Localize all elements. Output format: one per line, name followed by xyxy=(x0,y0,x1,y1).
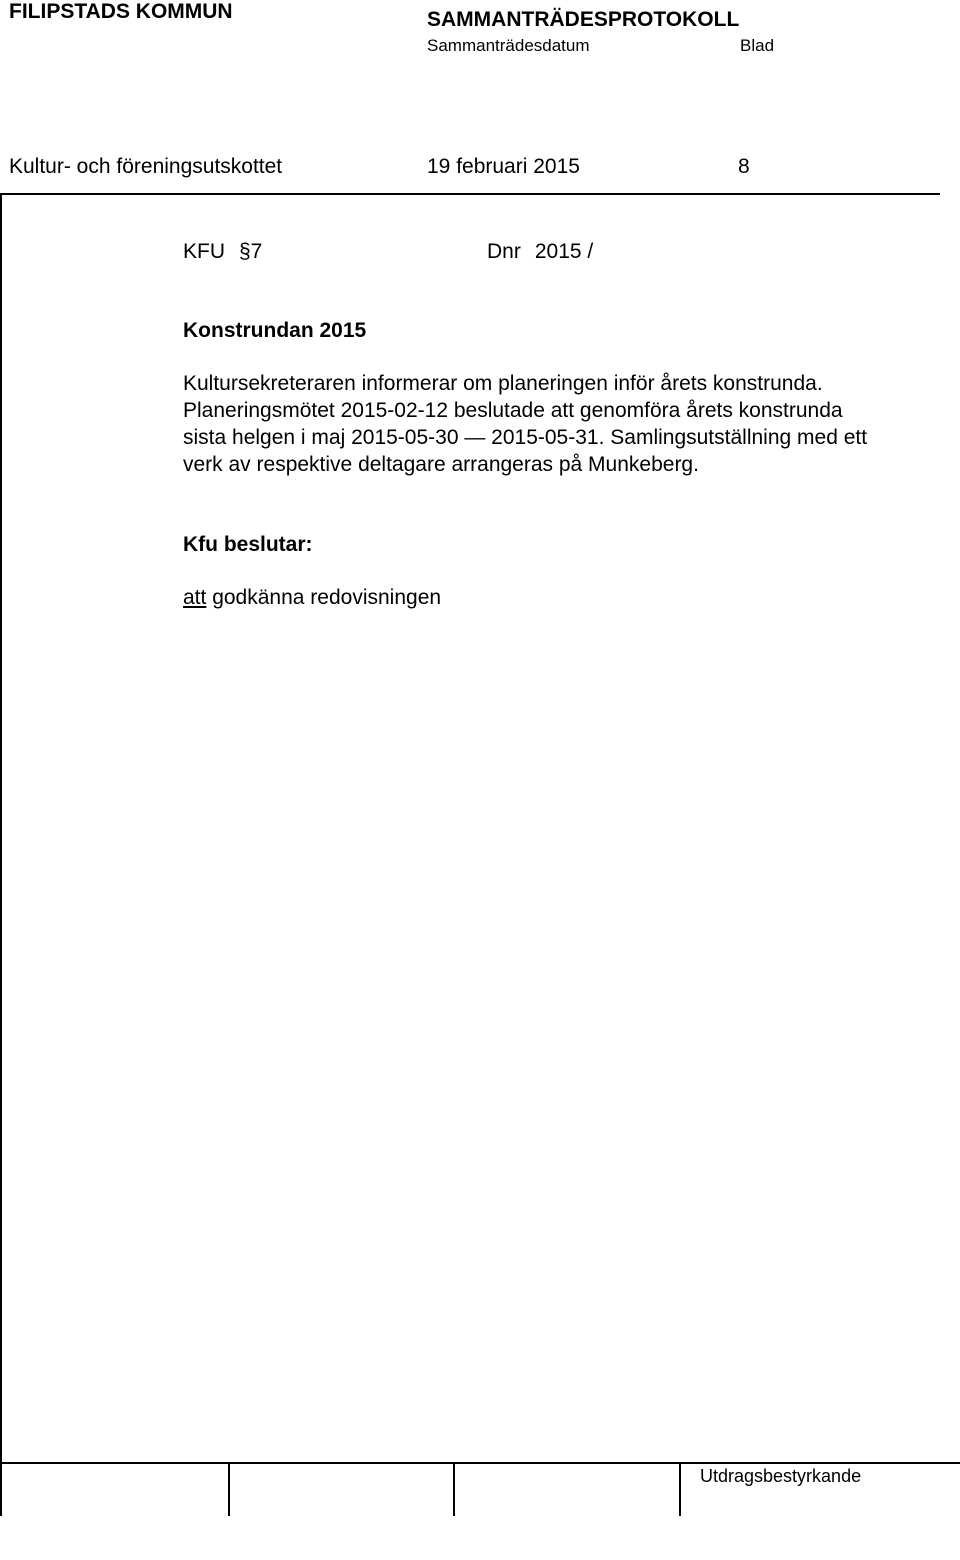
body-line: Kultursekreteraren informerar om planeringen inför årets konstrunda. xyxy=(183,372,823,395)
meeting-date-label: Sammanträdesdatum xyxy=(427,36,590,55)
signature-box-divider xyxy=(453,1462,455,1516)
item-body xyxy=(183,370,943,478)
body-line: sista helgen i maj 2015-05-30 — 2015-05-31. Samlingsutställning med ett xyxy=(183,426,868,449)
paragraph-number: §7 xyxy=(239,240,263,263)
meeting-date: 19 februari 2015 xyxy=(427,155,580,178)
organization-name: FILIPSTADS KOMMUN xyxy=(9,0,233,23)
item-title: Konstrundan 2015 xyxy=(183,319,367,342)
diary-number-label: Dnr xyxy=(487,240,521,263)
committee-name: Kultur- och föreningsutskottet xyxy=(9,155,283,178)
page-number: 8 xyxy=(738,155,750,178)
body-line: verk av respektive deltagare arrangeras på Munkeberg. xyxy=(183,453,699,476)
signature-box-divider xyxy=(679,1462,681,1516)
decision-heading: Kfu beslutar: xyxy=(183,533,313,556)
decision-keyword: att xyxy=(183,586,207,609)
diary-number-value: 2015 / xyxy=(534,240,594,263)
signature-box-top-border xyxy=(0,1462,960,1464)
certification-label: Utdragsbestyrkande xyxy=(700,1466,862,1486)
body-line: Planeringsmötet 2015-02-12 beslutade att genomföra årets konstrunda xyxy=(183,399,843,422)
page-label: Blad xyxy=(740,36,775,55)
left-border xyxy=(0,193,2,1516)
decision-text xyxy=(183,586,441,610)
signature-box-divider xyxy=(228,1462,230,1516)
document-title: SAMMANTRÄDESPROTOKOLL xyxy=(427,8,740,31)
committee-abbreviation: KFU xyxy=(183,240,225,263)
top-border xyxy=(0,193,940,195)
decision-body: godkänna redovisningen xyxy=(212,586,442,609)
paragraph-reference xyxy=(183,240,262,264)
diary-number xyxy=(487,240,593,264)
